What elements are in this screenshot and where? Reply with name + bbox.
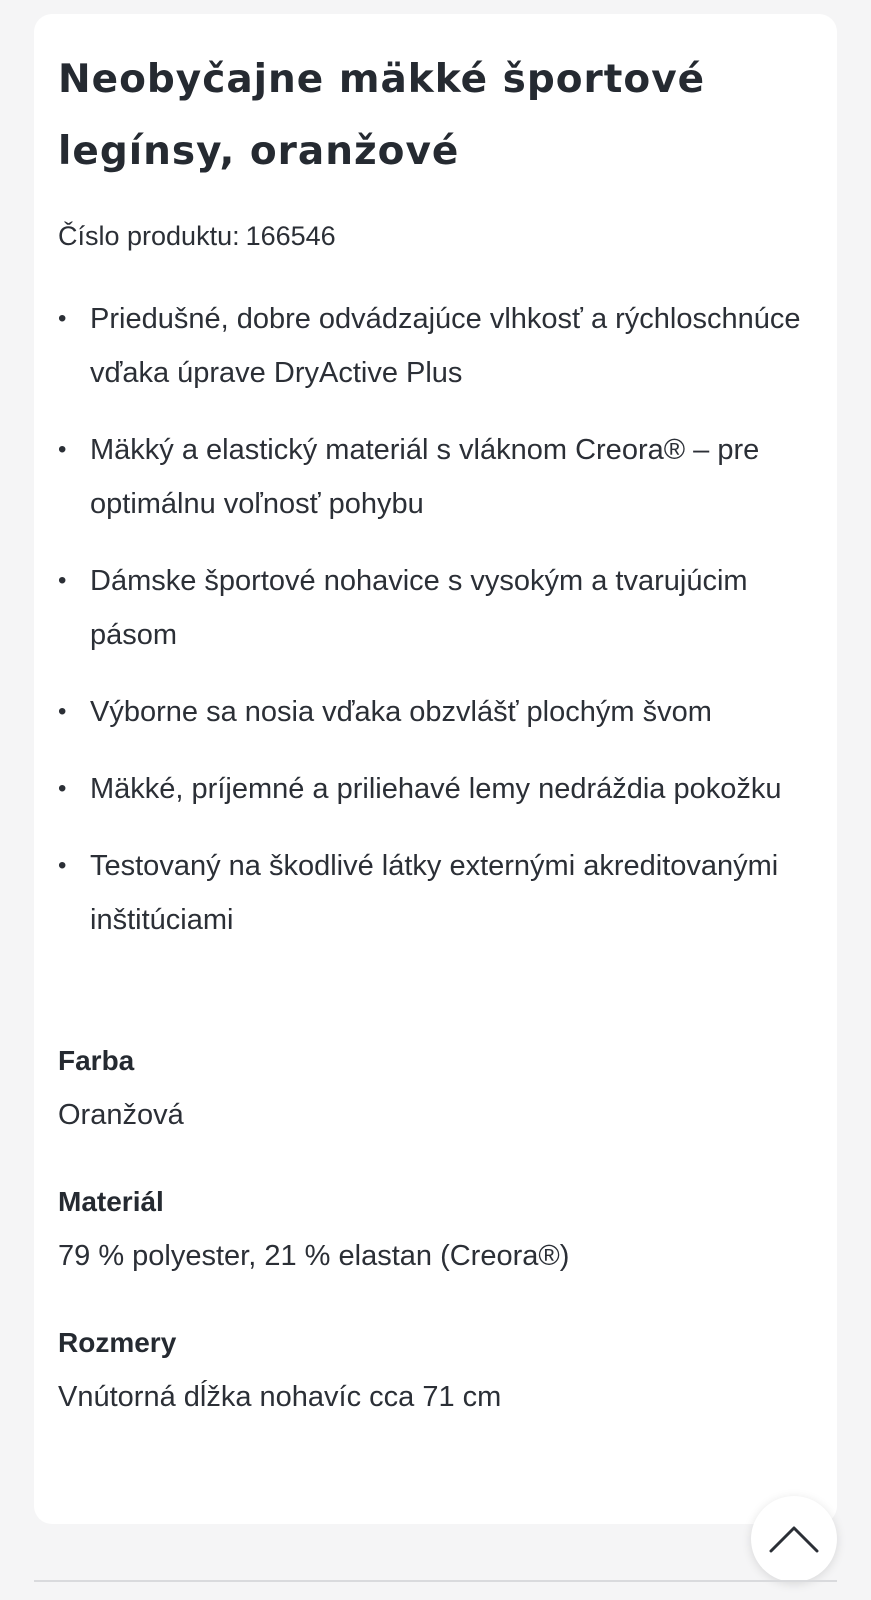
attribute-value: Vnútorná dĺžka nohavíc cca 71 cm <box>58 1381 502 1413</box>
attribute-label: Farba <box>58 1045 135 1076</box>
attribute-label: Materiál <box>58 1186 164 1217</box>
attribute-value: 79 % polyester, 21 % elastan (Creora®) <box>58 1240 570 1272</box>
scroll-to-top-button[interactable] <box>751 1496 837 1582</box>
bullet-icon: • <box>58 567 67 594</box>
product-title: Neobyčajne mäkké športové legínsy, oranžové <box>58 57 706 174</box>
chevron-up-icon <box>769 1524 819 1554</box>
attribute-value: Oranžová <box>58 1099 184 1131</box>
feature-text: Výborne sa nosia vďaka obzvlášť plochým švom <box>90 696 712 728</box>
feature-text: Testovaný na škodlivé látky externými akreditovanými inštitúciami <box>90 850 779 936</box>
attribute-material <box>58 1184 813 1276</box>
bullet-icon: • <box>58 305 67 332</box>
attribute-color <box>58 1043 813 1135</box>
bullet-icon: • <box>58 852 67 879</box>
list-item <box>58 839 813 947</box>
list-item <box>58 292 813 400</box>
product-number-label: Číslo produktu: <box>58 221 240 251</box>
list-item <box>58 685 813 739</box>
product-details-card <box>34 14 837 1524</box>
list-item <box>58 554 813 662</box>
feature-text: Dámske športové nohavice s vysokým a tvarujúcim pásom <box>90 565 748 651</box>
attribute-label: Rozmery <box>58 1327 177 1358</box>
list-item <box>58 762 813 816</box>
feature-text: Mäkký a elastický materiál s vláknom Creora® – pre optimálnu voľnosť pohybu <box>90 434 760 520</box>
bullet-icon: • <box>58 698 67 725</box>
feature-list <box>58 292 813 947</box>
attribute-dimensions <box>58 1325 813 1417</box>
list-item <box>58 423 813 531</box>
bullet-icon: • <box>58 775 67 802</box>
feature-text: Mäkké, príjemné a priliehavé lemy nedráždia pokožku <box>90 773 782 805</box>
bullet-icon: • <box>58 436 67 463</box>
product-number-value: 166546 <box>245 221 336 251</box>
feature-text: Priedušné, dobre odvádzajúce vlhkosť a rýchloschnúce vďaka úprave DryActive Plus <box>90 303 801 389</box>
product-number <box>58 218 813 254</box>
divider <box>34 1580 837 1582</box>
